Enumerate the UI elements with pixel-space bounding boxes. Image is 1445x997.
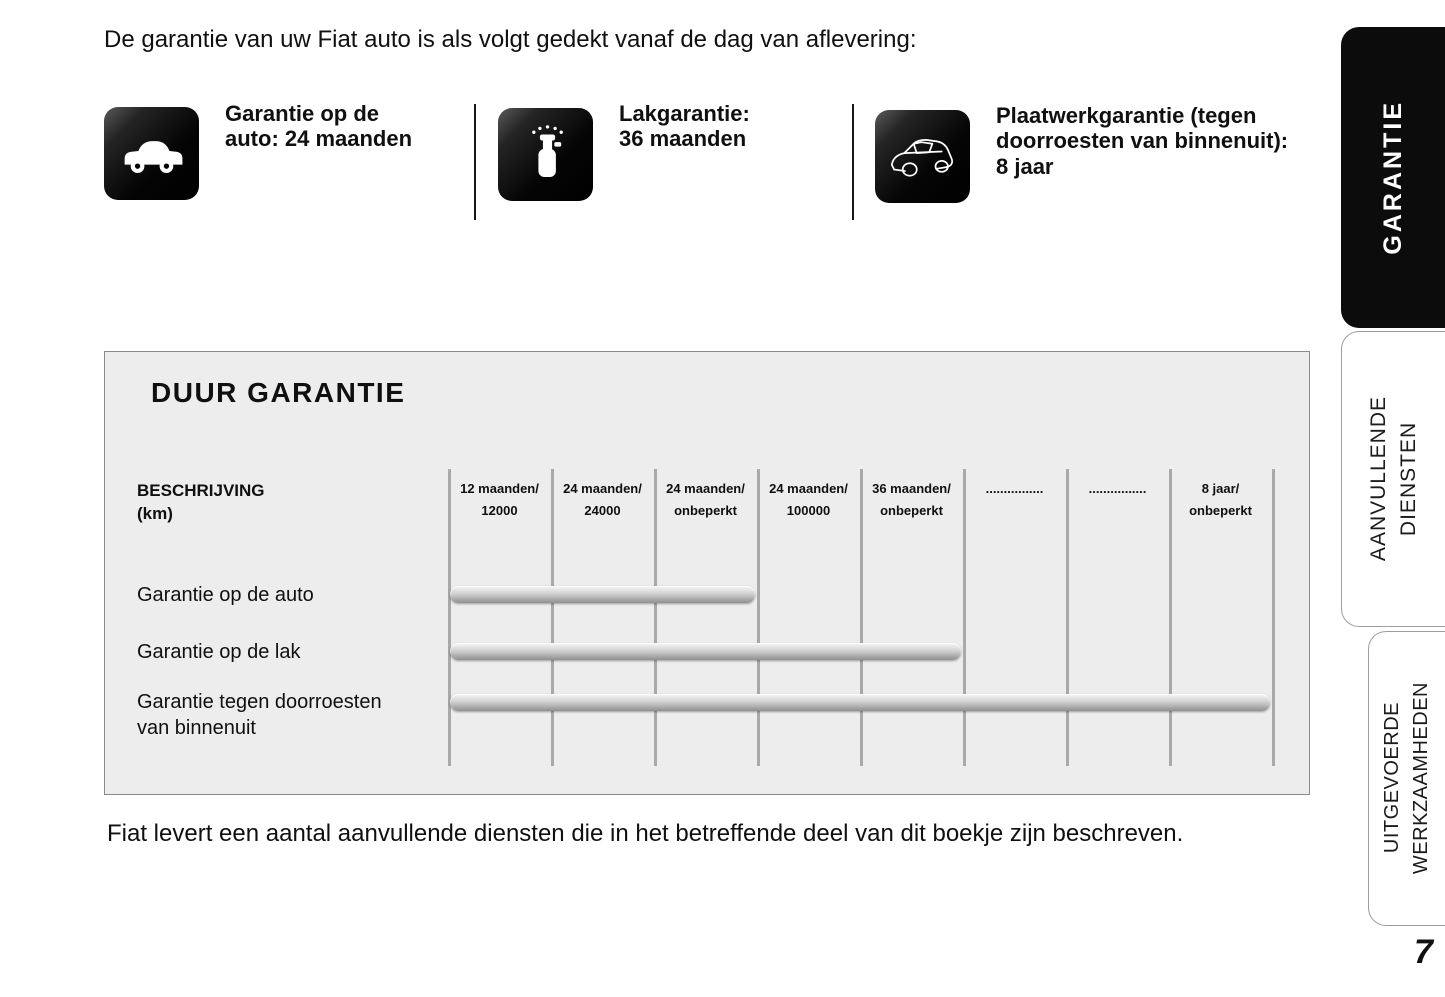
intro-text: De garantie van uw Fiat auto is als volgt gedekt vanaf de dag van aflevering: bbox=[104, 26, 917, 53]
duration-bar-2 bbox=[450, 694, 1270, 711]
row-label-2: Garantie tegen doorroesten van binnenuit bbox=[137, 691, 382, 739]
grid-line bbox=[1066, 469, 1069, 766]
column-header-2: 24 maanden/ onbeperkt bbox=[666, 481, 745, 519]
row-label-1: Garantie op de lak bbox=[137, 641, 301, 663]
row-header-line2: (km) bbox=[137, 503, 173, 523]
warranty-item-plaatwerk-line1: Plaatwerkgarantie (tegen bbox=[996, 103, 1257, 128]
column-header-0: 12 maanden/ 12000 bbox=[460, 481, 539, 519]
row-header-line1: BESCHRIJVING bbox=[137, 481, 265, 500]
tab-garantie[interactable] bbox=[1341, 27, 1445, 328]
column-header-6: ................ bbox=[1088, 481, 1147, 496]
grid-line bbox=[551, 469, 554, 766]
warranty-item-auto-line2: auto: 24 maanden bbox=[225, 126, 413, 152]
grid-line bbox=[1169, 469, 1172, 766]
tab-uitgevoerde-werkzaamheden[interactable] bbox=[1368, 631, 1445, 926]
row-label-0: Garantie op de auto bbox=[137, 584, 314, 606]
warranty-item-plaatwerk-line2: doorroesten van binnenuit): bbox=[996, 128, 1289, 154]
column-header-3: 24 maanden/ 100000 bbox=[769, 481, 848, 519]
spray-gun-glyph bbox=[508, 117, 584, 193]
car-body-icon bbox=[875, 110, 970, 203]
car-icon bbox=[104, 107, 199, 200]
tab-aanvullende-diensten-label: AANVULLENDE DIENSTEN bbox=[1366, 396, 1420, 562]
column-header-1: 24 maanden/ 24000 bbox=[563, 481, 642, 519]
duur-garantie-panel bbox=[104, 351, 1310, 795]
tab-uitgevoerde-werkzaamheden-label: UITGEVOERDE WERKZAAMHEDEN bbox=[1381, 682, 1432, 875]
car-body-glyph bbox=[884, 118, 962, 196]
grid-line bbox=[448, 469, 451, 766]
car-glyph bbox=[114, 116, 190, 192]
grid-line bbox=[757, 469, 760, 766]
divider bbox=[852, 104, 854, 220]
warranty-item-label-lak bbox=[619, 101, 784, 152]
tab-garantie-label: GARANTIE bbox=[1378, 100, 1407, 255]
warranty-item-lak-line1: Lakgarantie: bbox=[619, 101, 750, 126]
divider bbox=[474, 104, 476, 220]
warranty-item-label-plaatwerk bbox=[996, 103, 1306, 179]
warranty-item-lak-line2: 36 maanden bbox=[619, 126, 747, 152]
grid-line bbox=[654, 469, 657, 766]
table-row-header bbox=[137, 480, 265, 526]
duration-bar-1 bbox=[450, 643, 961, 660]
grid-line bbox=[860, 469, 863, 766]
duration-bar-0 bbox=[450, 586, 755, 603]
spray-gun-icon bbox=[498, 108, 593, 201]
footer-text: Fiat levert een aantal aanvullende diensten die in het betreffende deel van dit boekje zijn beschreven. bbox=[107, 820, 1184, 847]
warranty-item-auto-line1: Garantie op de bbox=[225, 101, 380, 126]
panel-title: DUUR GARANTIE bbox=[151, 377, 406, 408]
column-header-7: 8 jaar/ onbeperkt bbox=[1189, 481, 1252, 519]
grid-line bbox=[1272, 469, 1275, 766]
warranty-item-plaatwerk-line3: 8 jaar bbox=[996, 153, 1054, 179]
tab-aanvullende-diensten[interactable] bbox=[1341, 331, 1445, 627]
page-number: 7 bbox=[1414, 933, 1433, 971]
grid-line bbox=[963, 469, 966, 766]
warranty-item-label-auto bbox=[225, 101, 435, 152]
column-header-4: 36 maanden/ onbeperkt bbox=[872, 481, 951, 519]
column-header-5: ................ bbox=[985, 481, 1044, 496]
